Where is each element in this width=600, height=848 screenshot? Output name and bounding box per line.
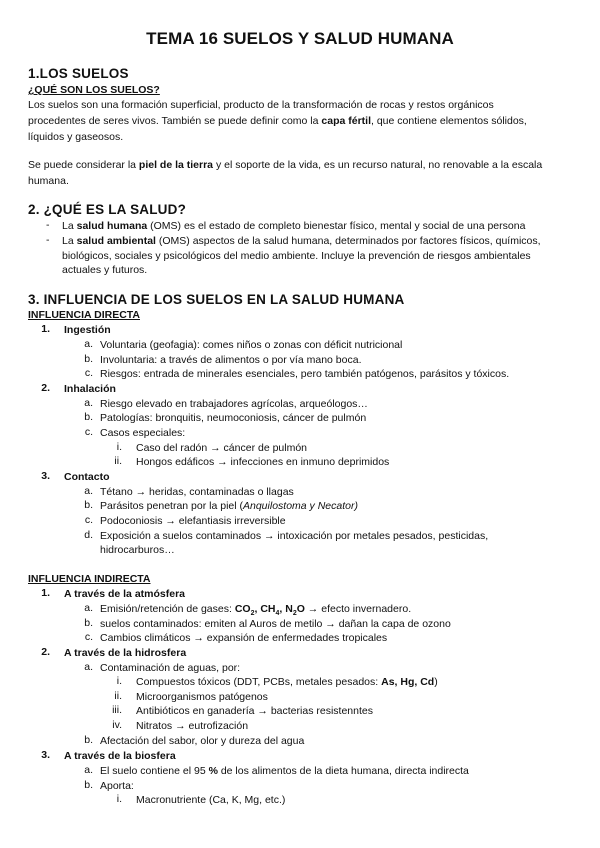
section-2-heading: 2. ¿QUÉ ES LA SALUD? (28, 202, 187, 217)
list-letter: a. (84, 764, 93, 776)
list-item: Aporta: (100, 780, 134, 792)
section-1-subheading: ¿QUÉ SON LOS SUELOS? (28, 84, 160, 96)
ingestion-heading: Ingestión (64, 324, 111, 336)
bullet-dash: - (46, 219, 50, 231)
list-letter: c. (84, 514, 93, 526)
list-item: Voluntaria (geofagia): comes niños o zonas con déficit nutricional (100, 339, 403, 351)
contacto-heading: Contacto (64, 471, 110, 483)
list-item: Riesgo elevado en trabajadores agrícolas, arqueólogos… (100, 398, 368, 410)
list-number: 3. (41, 470, 50, 482)
list-item: Involuntaria: a través de alimentos o por vía mano boca. (100, 354, 362, 366)
list-item-continuation: actuales y futuros. (62, 264, 148, 276)
list-letter: a. (84, 485, 93, 497)
list-item: Patologías: bronquitis, neumoconiosis, cáncer de pulmón (100, 412, 367, 424)
list-item: suelos contaminados: emiten al Auros de metilo → dañan la capa de ozono (100, 618, 451, 630)
list-item: Microorganismos patógenos (136, 691, 268, 703)
influencia-indirecta-heading: INFLUENCIA INDIRECTA (28, 573, 151, 585)
list-item: Podoconiosis → elefantiasis irreversible (100, 515, 286, 527)
list-roman: i. (116, 793, 122, 805)
document-title: TEMA 16 SUELOS Y SALUD HUMANA (146, 29, 454, 48)
list-item-continuation: biológicos, sociales y psicológicos del medio ambiente. Incluye la prevención de riesgos ambientales (62, 250, 531, 262)
list-item: Parásitos penetran por la piel (Anquilostoma y Necator) (100, 500, 358, 512)
list-number: 2. (41, 646, 50, 658)
list-item: Tétano → heridas, contaminadas o llagas (100, 486, 294, 498)
section-3-heading: 3. INFLUENCIA DE LOS SUELOS EN LA SALUD HUMANA (28, 292, 405, 307)
list-item: Caso del radón → cáncer de pulmón (136, 442, 308, 454)
list-item: Riesgos: entrada de minerales esenciales, pero también patógenos, parásitos y tóxicos. (100, 368, 510, 380)
list-item: Hongos edáficos → infecciones en inmuno deprimidos (136, 456, 390, 468)
list-number: 1. (41, 323, 50, 335)
list-letter: b. (84, 353, 93, 365)
list-letter: c. (84, 631, 93, 643)
list-letter: b. (84, 411, 93, 423)
list-letter: b. (84, 734, 93, 746)
list-roman: iv. (112, 719, 122, 731)
list-roman: ii. (114, 690, 122, 702)
list-item: Afectación del sabor, olor y dureza del agua (100, 735, 305, 747)
list-roman: ii. (114, 455, 122, 467)
list-letter: b. (84, 779, 93, 791)
list-number: 2. (41, 382, 50, 394)
list-letter: d. (84, 529, 93, 541)
list-item: Compuestos tóxicos (DDT, PCBs, metales pesados: As, Hg, Cd) (136, 676, 438, 688)
section-1-paragraph-2: Se puede considerar la piel de la tierra y el soporte de la vida, es un recurso natural, no renovable a la escala humana. (28, 159, 543, 187)
list-letter: c. (84, 367, 93, 379)
list-letter: a. (84, 397, 93, 409)
list-letter: b. (84, 617, 93, 629)
biosfera-heading: A través de la biosfera (64, 750, 176, 762)
bullet-dash: - (46, 234, 50, 246)
inhalacion-heading: Inhalación (64, 383, 116, 395)
list-item-continuation: hidrocarburos… (100, 544, 175, 556)
list-letter: b. (84, 499, 93, 511)
list-letter: a. (84, 602, 93, 614)
list-item: La salud humana (OMS) es el estado de completo bienestar físico, mental y social de una persona (62, 220, 526, 232)
list-roman: i. (116, 441, 122, 453)
section-1-heading: 1.LOS SUELOS (28, 66, 129, 81)
list-roman: iii. (112, 704, 122, 716)
hidrosfera-heading: A través de la hidrosfera (64, 647, 187, 659)
influencia-directa-heading: INFLUENCIA DIRECTA (28, 309, 140, 321)
list-item: Cambios climáticos → expansión de enfermedades tropicales (100, 632, 388, 644)
atmosfera-heading: A través de la atmósfera (64, 588, 186, 600)
list-roman: i. (116, 675, 122, 687)
list-item: Exposición a suelos contaminados → intoxicación por metales pesados, pesticidas, (100, 530, 489, 542)
list-item: Nitratos → eutrofización (136, 720, 249, 732)
list-number: 1. (41, 587, 50, 599)
list-item: Casos especiales: (100, 427, 186, 439)
list-item: Emisión/retención de gases: $CO_2$, $CH_4$, $N_2O$ → efecto invernadero. (100, 603, 412, 618)
list-letter: c. (84, 426, 93, 438)
list-letter: a. (84, 338, 93, 350)
list-item: Contaminación de aguas, por: (100, 662, 241, 674)
list-item: Macronutriente (Ca, K, Mg, etc.) (136, 794, 286, 806)
list-item: El suelo contiene el 95 % de los alimentos de la dieta humana, directa indirecta (100, 765, 469, 777)
list-item: Antibióticos en ganadería → bacterias resistenntes (136, 705, 373, 717)
list-letter: a. (84, 661, 93, 673)
list-number: 3. (41, 749, 50, 761)
list-item: La salud ambiental (OMS) aspectos de la salud humana, determinados por factores físicos, químicos, (62, 235, 541, 247)
section-1-paragraph-1: Los suelos son una formación superficial, producto de la transformación de rocas y restos orgánicos procedentes de seres vivos. También se puede definir como la capa fértil, que contiene elementos sólidos, líquidos y gaseosos. (28, 99, 527, 143)
